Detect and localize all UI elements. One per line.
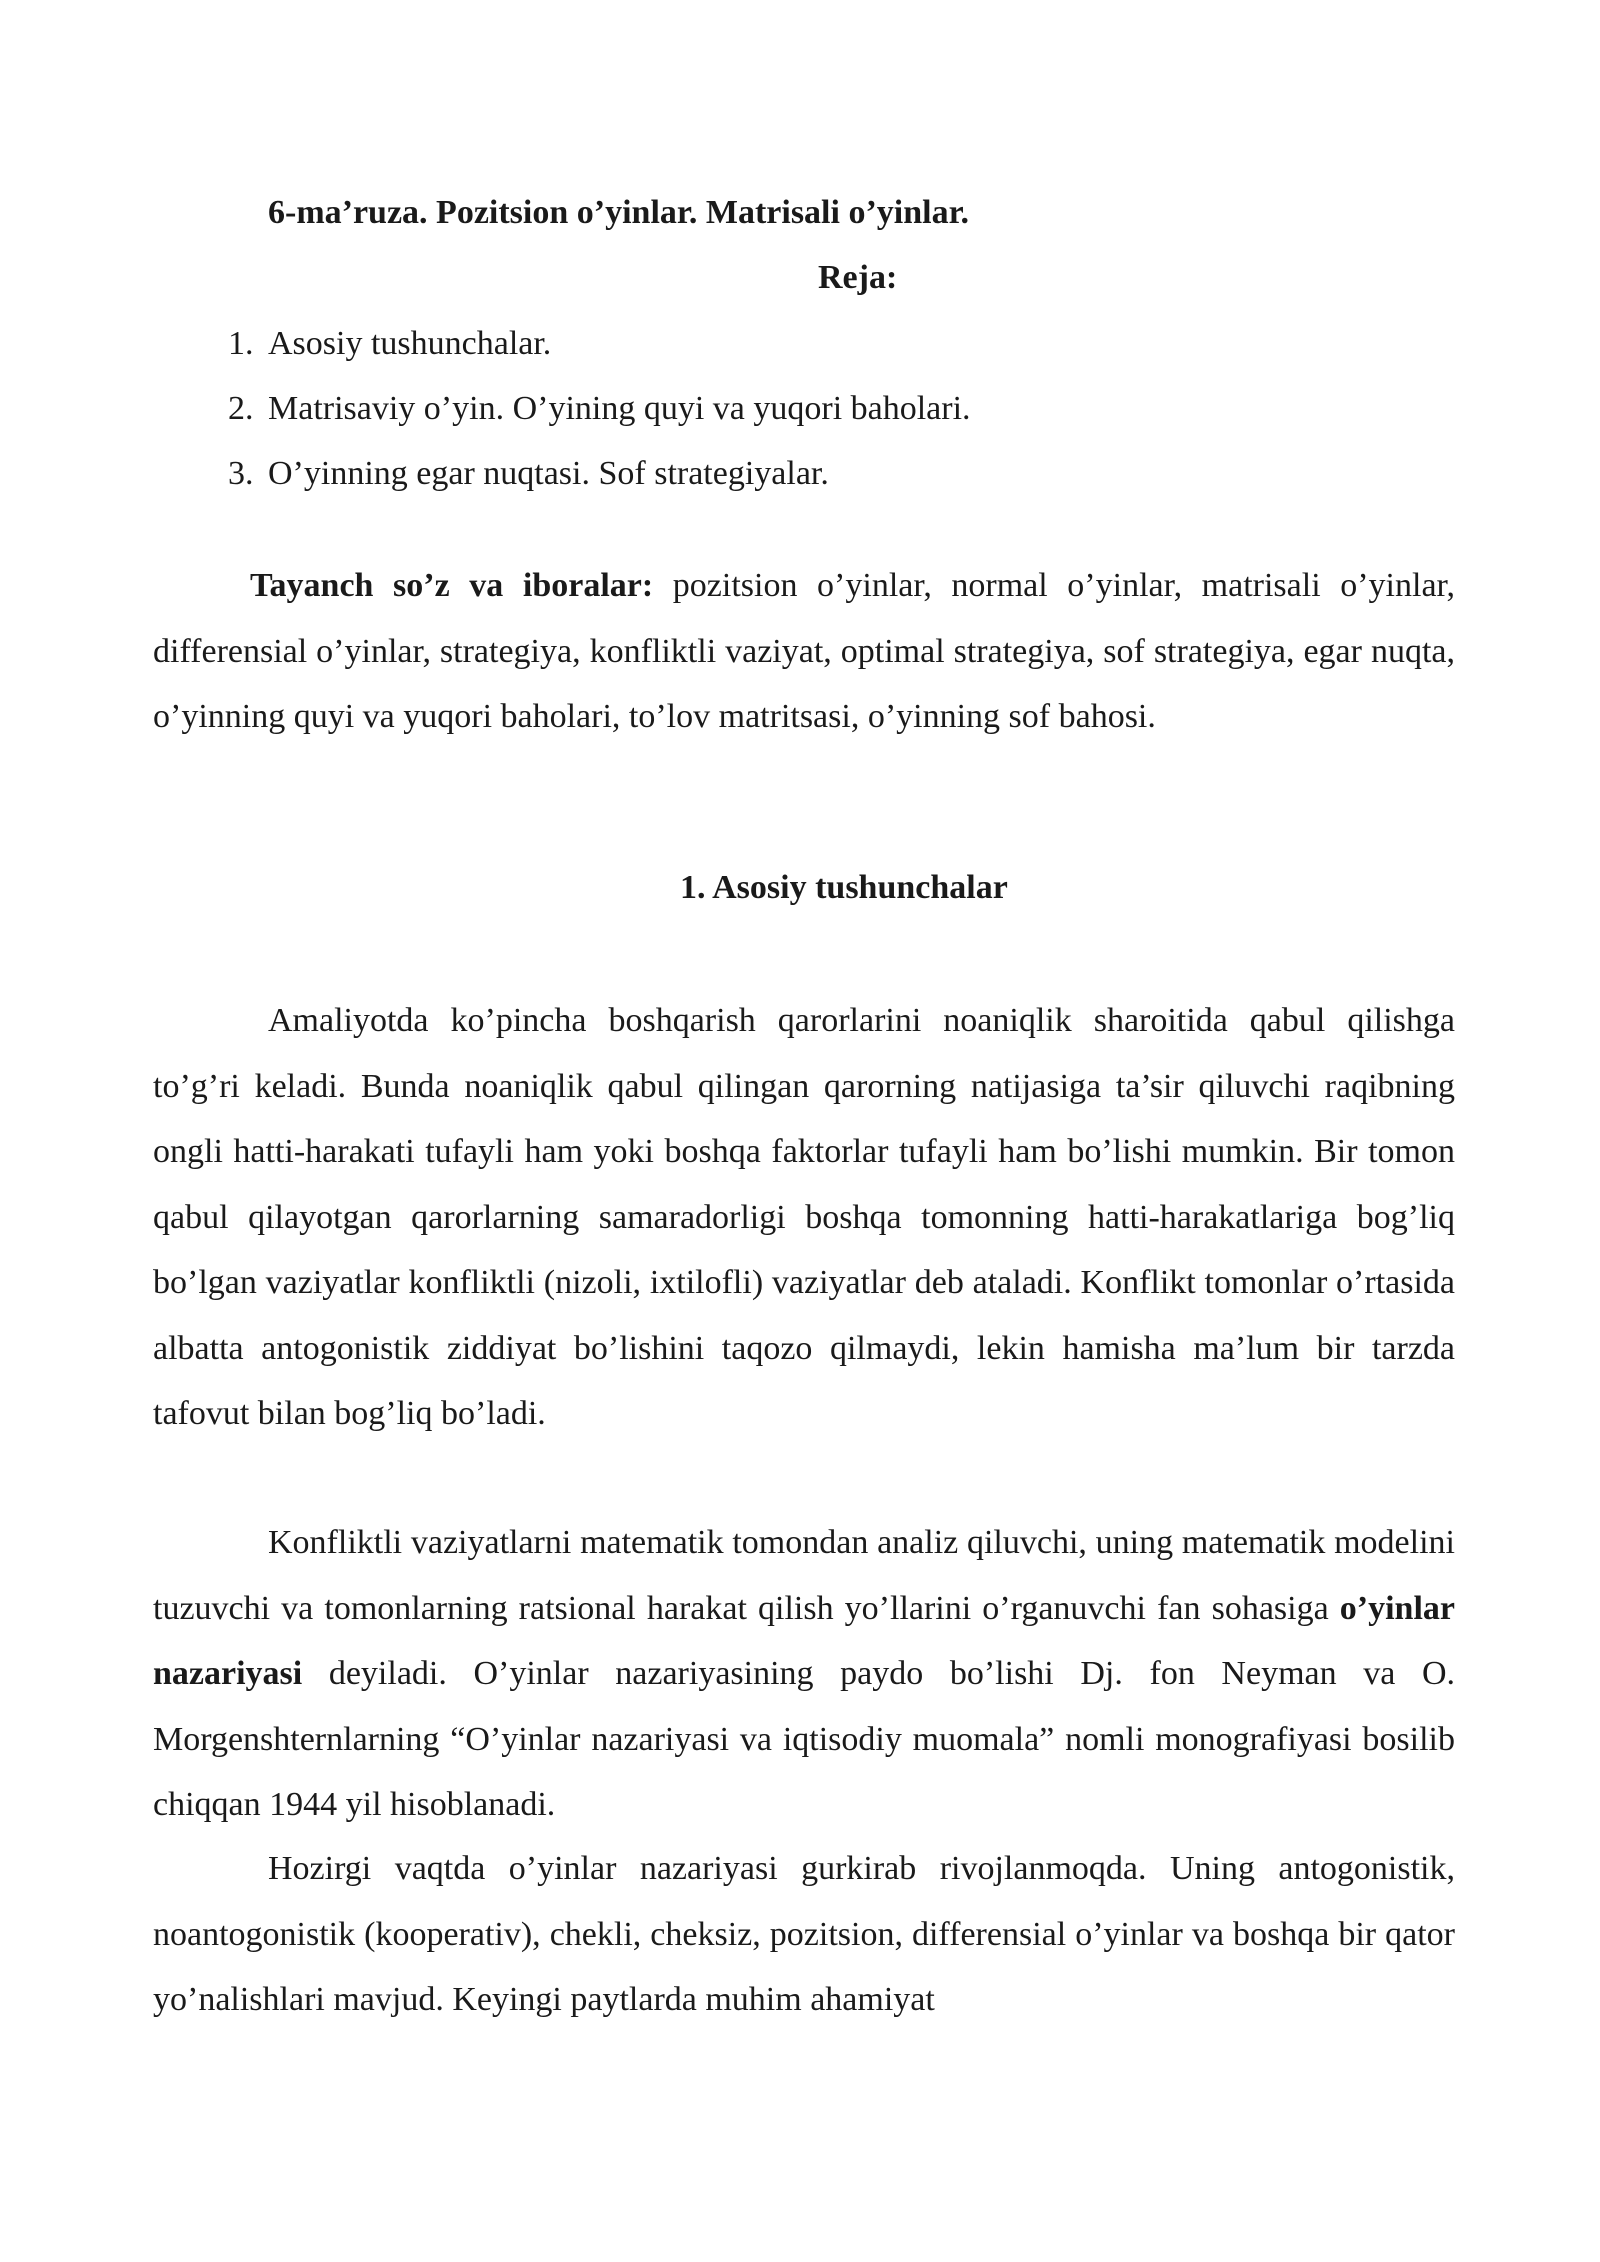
lecture-title: 6-ma’ruza. Pozitsion o’yinlar. Matrisali o’yinlar. bbox=[268, 194, 970, 231]
keywords-label: Tayanch so’z va iboralar: bbox=[250, 567, 654, 604]
plan-item bbox=[228, 454, 829, 494]
plan-item bbox=[228, 389, 971, 429]
body-paragraph-3: Hozirgi vaqtda o’yinlar nazariyasi gurkirab rivojlanmoqda. Uning antogonistik, noantogonistik (kooperativ), chekli, cheksiz, pozitsion, differensial o’yinlar va boshqa bir qator yo’nalishlari mavjud. Keyingi paytlarda muhim ahamiyat bbox=[153, 1850, 1455, 2018]
keywords-text: pozitsion o’yinlar, normal o’yinlar, matrisali o’yinlar, differensial o’yinlar, strategiya, konfliktli vaziyat, optimal strategiya, sof strategiya, egar nuqta, o’yinning quyi va yuqori baholari, to’lov matritsasi, o’yinning sof bahosi. bbox=[153, 567, 1455, 735]
plan-item-number: 3. bbox=[228, 455, 254, 492]
plan-item-text: O’yinning egar nuqtasi. Sof strategiyalar. bbox=[268, 455, 829, 492]
paragraph-text: Konfliktli vaziyatlarni matematik tomondan analiz qiluvchi, uning matematik modelini tuzuvchi va tomonlarning ratsional harakat qilish yo’llarini o’rganuvchi fan sohasiga bbox=[153, 1524, 1455, 1627]
plan-item-number: 1. bbox=[228, 325, 254, 362]
body-paragraph-1: Amaliyotda ko’pincha boshqarish qarorlarini noaniqlik sharoitida qabul qilishga to’g’ri keladi. Bunda noaniqlik qabul qilingan qarorning natijasiga ta’sir qiluvchi raqibning ongli hatti-harakati tufayli ham yoki boshqa faktorlar tufayli ham bo’lishi mumkin. Bir tomon qabul qilayotgan qarorlarning samaradorligi boshqa tomonning hatti-harakatlariga bog’liq bo’lgan vaziyatlar konfliktli (nizoli, ixtilofli) vaziyatlar deb ataladi. Konflikt tomonlar o’rtasida albatta antogonistik ziddiyat bo’lishini taqozo qilmaydi, lekin hamisha ma’lum bir tarzda tafovut bilan bog’liq bo’ladi. bbox=[153, 1002, 1455, 1432]
body-paragraph-2 bbox=[153, 1510, 1455, 1838]
plan-item-text: Asosiy tushunchalar. bbox=[268, 325, 552, 362]
paragraph-text: deyiladi. O’yinlar nazariyasining paydo bo’lishi Dj. fon Neyman va O. Morgenshternlarning “O’yinlar nazariyasi va iqtisodiy muomala” nomli monografiyasi bosilib chiqqan 1944 yil hisoblanadi. bbox=[153, 1655, 1455, 1823]
plan-heading: Reja: bbox=[818, 259, 898, 296]
plan-item bbox=[228, 324, 551, 364]
term-bold: o’yinlar nazariyasi bbox=[153, 1589, 1455, 1692]
plan-item-text: Matrisaviy o’yin. O’yining quyi va yuqori baholari. bbox=[268, 390, 971, 427]
plan-item-number: 2. bbox=[228, 390, 254, 427]
keywords-paragraph bbox=[153, 553, 1455, 750]
section-heading: 1. Asosiy tushunchalar bbox=[680, 869, 1008, 906]
